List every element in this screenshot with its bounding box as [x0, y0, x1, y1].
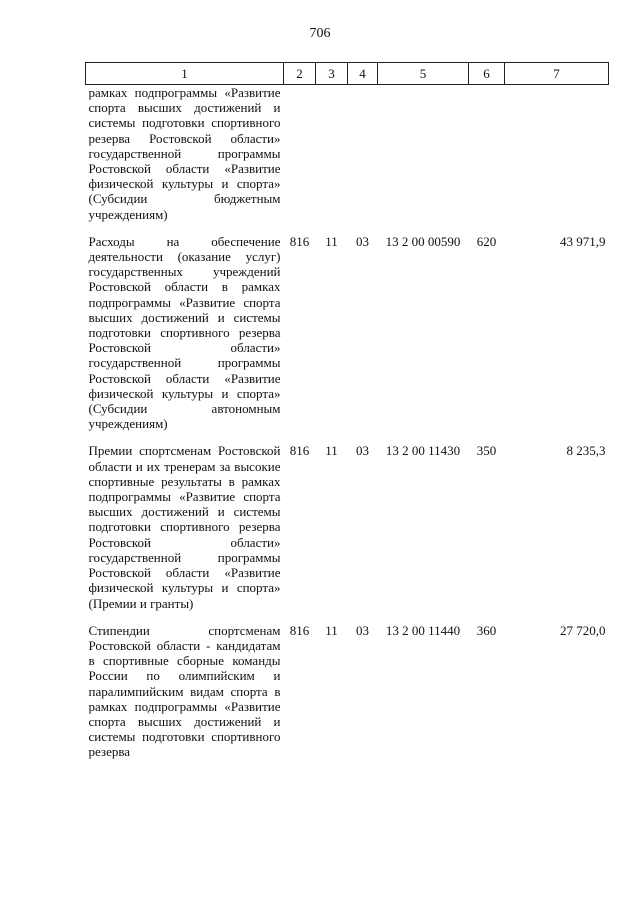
row-cell-section: 11 [325, 443, 338, 459]
row-cell-ministry: 816 [289, 233, 310, 249]
row-cell-target-code: 13 2 00 00590 [385, 233, 461, 249]
row-cell-amount [505, 85, 609, 234]
row-cell-target-code: 13 2 00 11440 [385, 622, 461, 638]
row-cell-expense-type: 360 [476, 622, 497, 638]
row-cell-amount: 43 971,9 [560, 233, 606, 249]
column-header-3: 3 [316, 63, 348, 85]
table-header-row [86, 63, 609, 85]
column-header-5: 5 [378, 63, 469, 85]
row-cell-amount: 27 720,0 [560, 622, 606, 638]
column-header-4: 4 [348, 63, 378, 85]
row-cell-expense-type [469, 85, 505, 234]
row-cell-target-code: 13 2 00 11430 [385, 443, 461, 459]
table-row [86, 443, 609, 622]
row-cell-expense-type: 350 [476, 443, 497, 459]
table-row [86, 85, 609, 234]
column-header-1: 1 [86, 63, 284, 85]
page-number: 706 [309, 26, 331, 41]
row-cell-ministry: 816 [289, 443, 310, 459]
row-cell-expense-type: 620 [476, 233, 497, 249]
column-header-2: 2 [284, 63, 316, 85]
row-description: Расходы на обеспечение деятельности (оказание услуг) государственных учреждений Ростовской области в рамках подпрограммы «Развитие спорта высших достижений и системы подготовки спортивного резерва Ростовской области» государственной программы Ростовской области «Развитие физической культуры и спорта» (Субсидии автономным учреждениям) [88, 233, 281, 432]
row-description: рамках подпрограммы «Развитие спорта высших достижений и системы подготовки спортивного резерва Ростовской области» государственной программы Ростовской области «Развитие физической культуры и спорта» (Субсидии бюджетным учреждениям) [88, 85, 281, 222]
row-cell-ministry: 816 [289, 622, 310, 638]
row-cell-amount: 8 235,3 [566, 443, 606, 459]
row-cell-subsection: 03 [356, 622, 369, 638]
row-cell-target-code [378, 85, 469, 234]
row-description: Стипендии спортсменам Ростовской области - кандидатам в спортивные сборные команды России по олимпийским и паралимпийским видам спорта в рамках подпрограммы «Развитие спорта высших достижений и системы подготовки спортивного резерва [88, 622, 281, 760]
row-cell-subsection: 03 [356, 443, 369, 459]
column-header-6: 6 [469, 63, 505, 85]
row-cell-subsection: 03 [356, 233, 369, 249]
row-cell-section: 11 [325, 622, 338, 638]
column-header-7: 7 [505, 63, 609, 85]
table-row [86, 623, 609, 772]
row-description: Премии спортсменам Ростовской области и их тренерам за высокие спортивные результаты в рамках подпрограммы «Развитие спорта высших достижений и системы подготовки спортивного резерва Ростовской области» государственной программы Ростовской области «Развитие физической культуры и спорта» (Премии и гранты) [88, 443, 281, 611]
row-cell-subsection [348, 85, 378, 234]
budget-table [85, 62, 609, 772]
row-cell-section [316, 85, 348, 234]
row-cell-section: 11 [325, 233, 338, 249]
row-cell-ministry [284, 85, 316, 234]
table-row [86, 234, 609, 444]
